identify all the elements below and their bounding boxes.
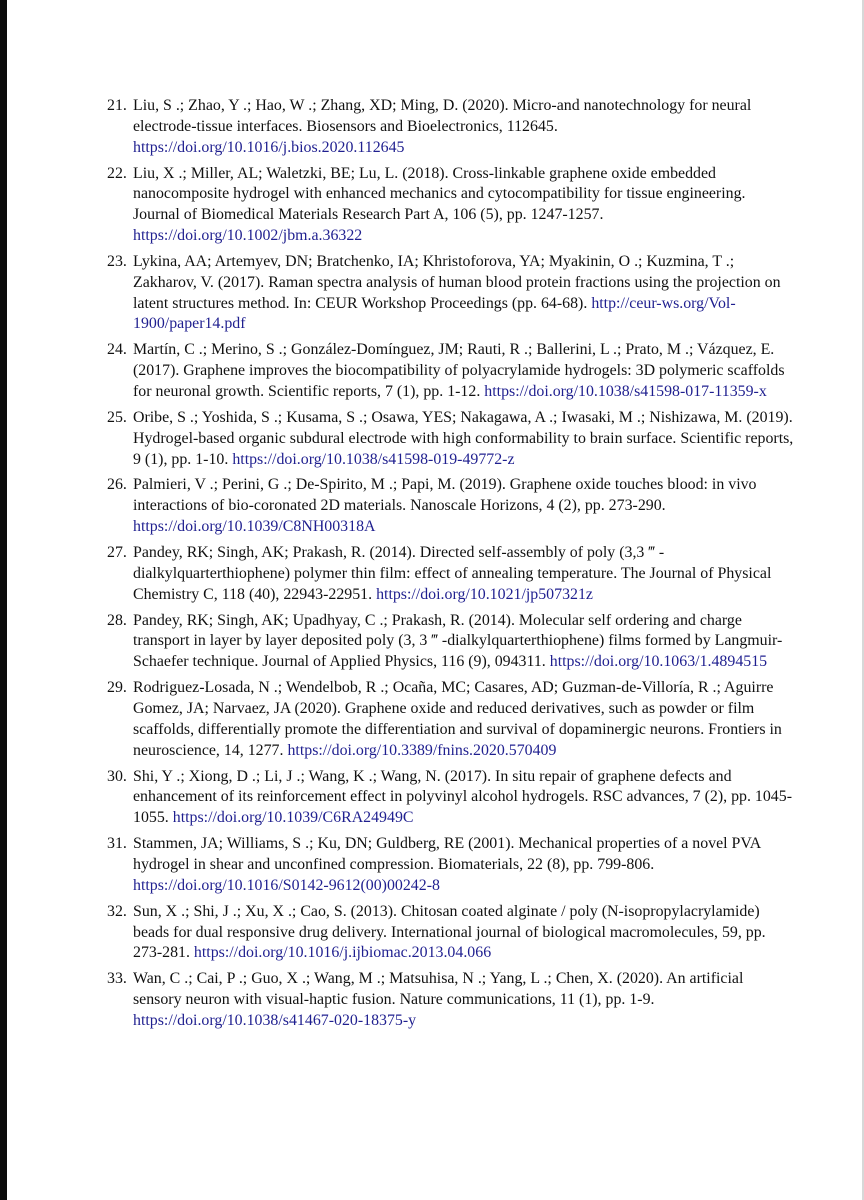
- reference-text: Oribe, S .; Yoshida, S .; Kusama, S .; Osawa, YES; Nakagawa, A .; Iwasaki, M .; Nishizawa, M. (2019). Hydrogel-based organic subdural electrode with high conformability to brain surface. Scientific reports, 9 (1), pp. 1-10.: [133, 408, 794, 468]
- reference-number: 29.: [107, 679, 127, 697]
- reference-body: [133, 544, 771, 603]
- reference-body: [133, 341, 785, 400]
- reference-number: 30.: [107, 767, 127, 785]
- reference-doi-link[interactable]: https://doi.org/10.1038/s41598-017-11359-x: [484, 382, 767, 400]
- reference-body: [133, 409, 793, 468]
- reference-doi-link[interactable]: http://ceur-ws.org/Vol-1900/paper14.pdf: [133, 294, 736, 333]
- reference-item: [107, 164, 795, 247]
- reference-text: Martín, C .; Merino, S .; González-Domínguez, JM; Rauti, R .; Ballerini, L .; Prato, M .; Vázquez, E. (2017). Graphene improves the biocompatibility of polyacrylamide hydrogels: 3D polymeric scaffolds for neuronal growth. Scientific reports, 7 (1), pp. 1-12.: [133, 341, 785, 400]
- reference-text: Rodriguez-Losada, N .; Wendelbob, R .; Ocaña, MC; Casares, AD; Guzman-de-Villoría, R .; Aguirre Gomez, JA; Narvaez, JA (2020). Graphene oxide and reduced derivatives, such as powder or film scaffolds, differentially promote the differentiation and survival of dopaminergic neurons. Frontiers in neuroscience, 14, 1277.: [133, 679, 782, 759]
- reference-item: [107, 408, 795, 470]
- reference-doi-link[interactable]: https://doi.org/10.1038/s41467-020-18375-y: [133, 1011, 417, 1029]
- reference-number: 25.: [107, 408, 127, 426]
- reference-doi-link[interactable]: https://doi.org/10.1039/C8NH00318A: [133, 518, 376, 536]
- reference-text: Pandey, RK; Singh, AK; Upadhyay, C .; Prakash, R. (2014). Molecular self ordering and charge transport in layer by layer deposited poly (3, 3 ‴ -dialkylquarterthiophene) films formed by Langmuir-Schaefer technique. Journal of Applied Physics, 116 (9), 094311.: [133, 611, 783, 671]
- reference-number: 22.: [107, 164, 127, 182]
- reference-body: [133, 768, 792, 827]
- reference-doi-link[interactable]: https://doi.org/10.1063/1.4894515: [549, 653, 768, 671]
- reference-doi-link[interactable]: https://doi.org/10.3389/fnins.2020.570409: [287, 741, 557, 759]
- reference-item: [107, 252, 795, 335]
- reference-number: 24.: [107, 341, 127, 359]
- reference-number: 33.: [107, 970, 127, 988]
- reference-body: [133, 679, 782, 758]
- reference-number: 23.: [107, 252, 127, 270]
- reference-text: Palmieri, V .; Perini, G .; De-Spirito, M .; Papi, M. (2019). Graphene oxide touches blood: in vivo interactions of bio-coronated 2D materials. Nanoscale Horizons, 4 (2), pp. 273-290.: [133, 476, 757, 515]
- reference-item: [107, 340, 795, 402]
- reference-item: [107, 475, 795, 537]
- reference-item: [107, 969, 795, 1031]
- reference-number: 21.: [107, 97, 127, 114]
- reference-item: [107, 834, 795, 896]
- reference-body: [133, 835, 760, 894]
- reference-body: [133, 903, 766, 962]
- reference-doi-link[interactable]: https://doi.org/10.1039/C6RA24949C: [172, 809, 414, 827]
- reference-body: [133, 970, 743, 1029]
- reference-text: Sun, X .; Shi, J .; Xu, X .; Cao, S. (2013). Chitosan coated alginate / poly (N-isopropylacrylamide) beads for dual responsive drug delivery. International journal of biological macromolecules, 59, pp. 273-281.: [133, 902, 766, 962]
- reference-doi-link[interactable]: https://doi.org/10.1016/j.ijbiomac.2013.04.066: [193, 944, 492, 962]
- reference-text: Lykina, AA; Artemyev, DN; Bratchenko, IA; Khristoforova, YA; Myakinin, O .; Kuzmina, T .; Zakharov, V. (2017). Raman spectra analysis of human blood protein fractions using the projection on latent structures method. In: CEUR Workshop Proceedings (pp. 64-68).: [133, 252, 781, 312]
- reference-body: [133, 476, 757, 535]
- reference-number: 31.: [107, 835, 127, 853]
- reference-body: [133, 253, 781, 332]
- reference-number: 32.: [107, 902, 127, 920]
- reference-item: [107, 767, 795, 829]
- reference-text: Stammen, JA; Williams, S .; Ku, DN; Guldberg, RE (2001). Mechanical properties of a novel PVA hydrogel in shear and unconfined compression. Biomaterials, 22 (8), pp. 799-806.: [133, 835, 761, 873]
- reference-body: [133, 97, 751, 156]
- reference-doi-link[interactable]: https://doi.org/10.1021/jp507321z: [376, 585, 593, 603]
- reference-item: [107, 543, 795, 605]
- reference-list: [107, 96, 795, 1037]
- reference-doi-link[interactable]: https://doi.org/10.1016/S0142-9612(00)00242-8: [133, 876, 440, 894]
- reference-item: [107, 902, 795, 964]
- reference-number: 27.: [107, 544, 127, 562]
- reference-item: [107, 678, 795, 761]
- reference-doi-link[interactable]: https://doi.org/10.1002/jbm.a.36322: [133, 226, 363, 244]
- reference-body: [133, 612, 782, 671]
- reference-body: [133, 165, 746, 244]
- reference-doi-link[interactable]: https://doi.org/10.1038/s41598-019-49772-z: [232, 450, 515, 468]
- reference-number: 28.: [107, 611, 127, 629]
- reference-text: Shi, Y .; Xiong, D .; Li, J .; Wang, K .; Wang, N. (2017). In situ repair of graphene defects and enhancement of its reinforcement effect in polyvinyl alcohol hydrogels. RSC advances, 7 (2), pp. 1045-1055.: [133, 767, 792, 827]
- reference-text: Liu, S .; Zhao, Y .; Hao, W .; Zhang, XD; Ming, D. (2020). Micro-and nanotechnology for neural electrode-tissue interfaces. Biosensors and Bioelectronics, 112645.: [133, 97, 752, 135]
- reference-text: Liu, X .; Miller, AL; Waletzki, BE; Lu, L. (2018). Cross-linkable graphene oxide embedded nanocomposite hydrogel with enhanced mechanics and cytocompatibility for tissue engineering. Journal of Biomedical Materials Research Part A, 106 (5), pp. 1247-1257.: [133, 164, 746, 224]
- reference-item: [107, 611, 795, 673]
- reference-text: Pandey, RK; Singh, AK; Prakash, R. (2014). Directed self-assembly of poly (3,3 ‴ -dialkylquarterthiophene) polymer thin film: effect of annealing temperature. The Journal of Physical Chemistry C, 118 (40), 22943-22951.: [133, 544, 772, 603]
- left-page-edge: [0, 0, 7, 1200]
- reference-number: 26.: [107, 476, 127, 494]
- reference-doi-link[interactable]: https://doi.org/10.1016/j.bios.2020.112645: [133, 138, 405, 156]
- reference-item: [107, 96, 795, 158]
- reference-text: Wan, C .; Cai, P .; Guo, X .; Wang, M .; Matsuhisa, N .; Yang, L .; Chen, X. (2020). An artificial sensory neuron with visual-haptic fusion. Nature communications, 11 (1), pp. 1-9.: [133, 970, 744, 1009]
